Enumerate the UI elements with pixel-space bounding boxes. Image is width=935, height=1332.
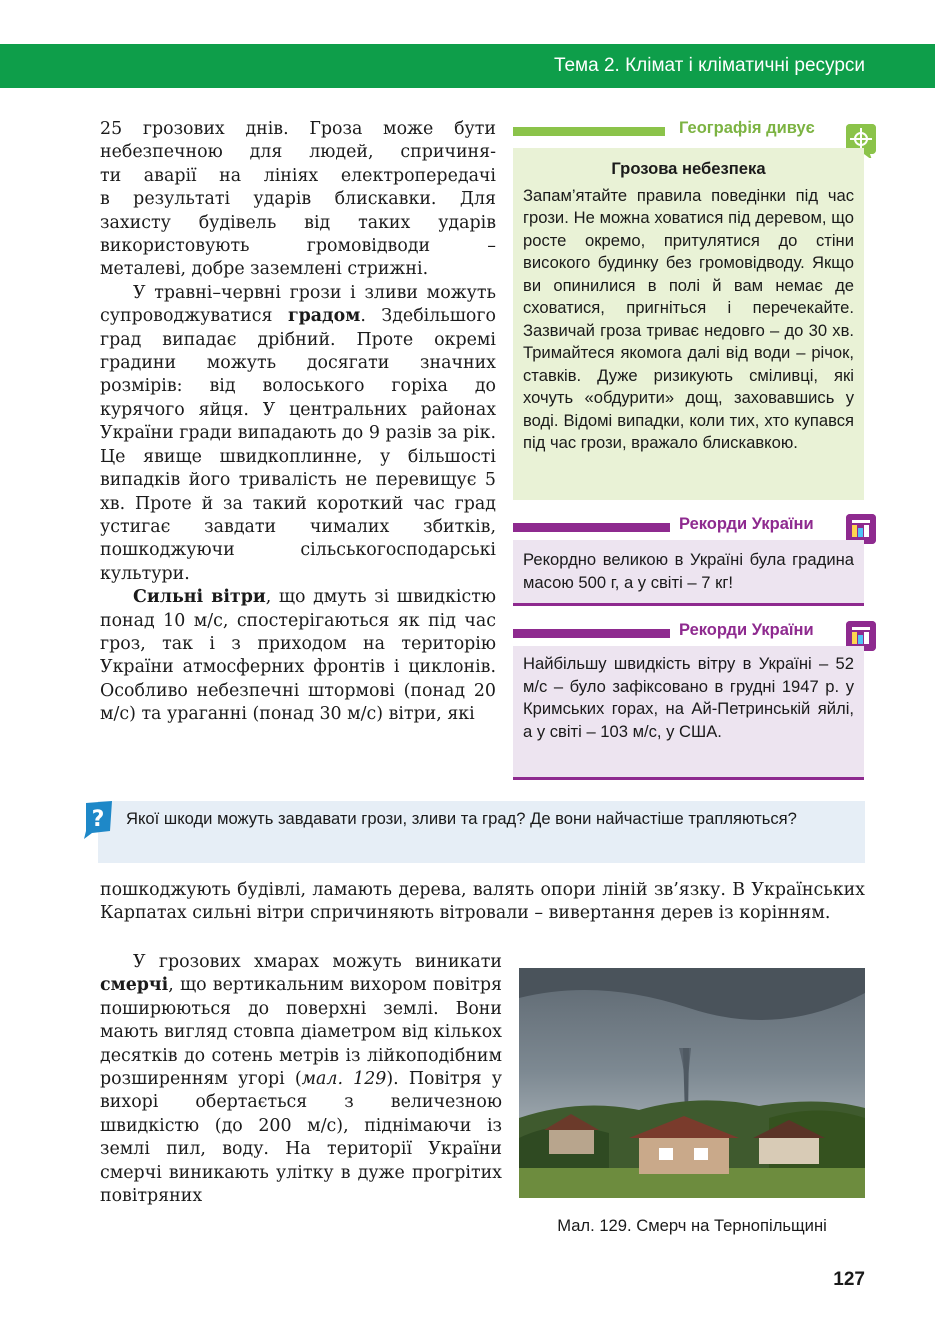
continuation-text: [100, 879, 865, 926]
geo-box-header: [513, 118, 863, 144]
record1-header: [513, 514, 863, 540]
text-run: У грозових хмарах можуть виникати: [133, 952, 502, 972]
tornado-photo: [519, 968, 865, 1198]
figure-caption: Мал. 129. Смерч на Тернопільщині: [557, 1216, 827, 1235]
record2-label: Рекорди України: [679, 621, 814, 639]
record2-header-line: [513, 629, 670, 638]
text-line: захисту будівель від таких ударів: [100, 212, 496, 233]
paragraph-thunderstorm: [100, 118, 496, 282]
question-text: Якої шкоди можуть завдавати грози, зливи та град? Де вони найчастіше трапляються?: [126, 809, 797, 828]
term-hail: градом: [287, 306, 361, 327]
header-bar: [0, 44, 935, 88]
paragraph-tornado: [100, 951, 502, 1208]
header-title: Тема 2. Клімат і кліматичні ресурси: [553, 55, 865, 76]
text-run: ). Повітря у вихорі обертається з величезною швидкістю (до 200 м/с), піднімаючи із землі пил, воду. На території України смерчі виникають улітку в дуже прогрітих повітряних: [100, 1069, 502, 1207]
record2-body: Найбільшу швидкість вітру в Україні – 52 м/с – було зафіксовано в грудні 1947 р. у Кримських горах, на Ай-Петринській яйлі, а у світі – 103 м/с, у США.: [513, 646, 864, 780]
term-strong-winds: Сильні вітри: [133, 587, 266, 608]
text-run: , що дмуть зі швидкістю понад 10 м/с, спостерігаються як під час гроз, так і з приходом на територію України атмосферних фронтів і циклонів. Особливо небезпечні штормові (понад 20 м/с) та ураганні (понад 30 м/с) вітри, які: [100, 587, 496, 725]
svg-text:?: ?: [91, 807, 105, 832]
paragraph-winds: [100, 586, 496, 726]
record2-header: [513, 620, 863, 646]
paragraph-continuation: пошкоджують будівлі, ламають дерева, валять опори ліній зв’язку. В Українських Карпатах сильні вітри спричиняють вітровали – вивертання дерев із корінням.: [100, 880, 865, 924]
text-line: небезпечною для людей, спричиня-: [100, 142, 496, 163]
page-number: 127: [833, 1269, 865, 1290]
question-icon-graphic: [82, 801, 114, 839]
question-box: [98, 801, 865, 863]
text-run: . Здебільшого град випадає дрібний. Проте окремі градини можуть досягати значних розмірів: від волоського горіха до курячого яйця. У центральних районах України гради випадають до 9 разів за рік. Це явище швидкоплинне, у більшості випадків його тривалість не перевищує 5 хв. Проте й за такий короткий час град устигає завдати чималих збитків, пошкоджуючи сільськогосподарські культури.: [100, 306, 496, 584]
text-line: металеві, добре заземлені стрижні.: [100, 259, 429, 280]
tornado-text-column: [100, 951, 502, 1208]
text-line: в результаті ударів блискавки. Для: [100, 189, 496, 210]
term-tornado: смерчі: [100, 975, 169, 996]
text-line: ти аварії на лініях електропередачі: [100, 165, 496, 186]
geo-box-label: Географія дивує: [679, 119, 815, 137]
text-run: , що вертикальним вихором повітря поширюються до поверхні землі. Вони мають вигляд стовпа діаметром від кількох десятків до сотень метрів із лійкоподібним розширенням угорі (: [100, 975, 502, 1090]
geo-box-text: Запам’ятайте правила поведінки під час грози. Не можна ховатися під деревом, що росте окремо, притулятися до стіни високого будинку без громовідводу. Якщо ви опинилися в полі й вам немає де сховатися, пригніться і перечекайте. Зазвичай гроза триває недовго – до 30 хв. Тримайтеся якомога далі від води – річок, ставків. Дуже ризикують сміливці, які хочуть «обдурити» дощ, заховавшись у воді. Відомі випадки, коли тих, хто купався під час грози, вражало блискавкою.: [523, 185, 854, 452]
main-text-column: [100, 118, 496, 727]
geo-box-title: Грозова небезпека: [611, 159, 766, 178]
text-line: 25 грозових днів. Гроза може бути: [100, 119, 496, 139]
record1-header-line: [513, 523, 670, 532]
record1-label: Рекорди України: [679, 515, 814, 533]
paragraph-hail: [100, 282, 496, 586]
record1-body: Рекордно великою в Україні була градина масою 500 г, а у світі – 7 кг!: [513, 540, 864, 606]
geo-box-body: [513, 148, 864, 500]
tornado-photo-graphic: [519, 968, 865, 1198]
figure-reference: мал. 129: [301, 1069, 387, 1090]
text-run: У травні–червні грози і зливи можуть супроводжуватися: [100, 282, 496, 327]
question-mark-icon: [82, 801, 114, 839]
geo-header-line: [513, 127, 665, 136]
text-line: використовують громовідводи –: [100, 236, 496, 257]
